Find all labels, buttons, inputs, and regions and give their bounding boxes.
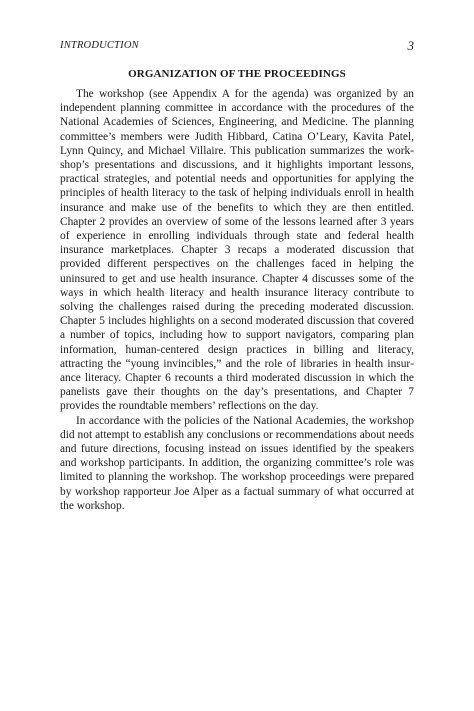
page-number: 3: [407, 38, 414, 53]
running-title: INTRODUCTION: [60, 40, 139, 51]
running-head: [60, 40, 414, 56]
paragraph-1: The workshop (see Appendix A for the agenda) was organized by an independent planning committee in accordance with the procedures of the National Academies of Sciences, Engineering, and Medicine. The planning committee’s members were Judith Hibbard, Catina O’Leary, Kavita Patel, Lynn Quincy, and Michael Villaire. This publication summarizes the workshop’s presentations and discussions, and it highlights important lessons, practical strategies, and potential needs and opportunities for applying the principles of health literacy to the task of helping individuals enroll in health insurance and make use of the benefits to which they are then entitled. Chapter 2 provides an overview of some of the lessons learned after 3 years of experience in enrolling individuals through state and federal health insurance marketplaces. Chapter 3 recaps a moderated discussion that provided different perspectives on the challenges faced in helping the uninsured to get and use health insurance. Chapter 4 discusses some of the ways in which health literacy and health insurance literacy contribute to solving the challenges raised during the preceding moderated discussion. Chapter 5 includes highlights on a second moderated discussion that covered a number of topics, including how to support navigators, comparing plan information, human-centered design practices in billing and literacy, attracting the “young invincibles,” and the role of libraries in health insurance literacy. Chapter 6 recounts a third moderated discussion in which the panelists gave their thoughts on the day’s presentations, and Chapter 7 provides the roundtable members’ reflections on the day.: [60, 88, 414, 413]
paragraph-2: In accordance with the policies of the National Academies, the workshop did not attempt to establish any conclusions or recommendations about needs and future directions, focusing instead on issues identified by the speakers and workshop participants. In addition, the organizing committee’s role was limited to planning the workshop. The workshop proceedings were prepared by workshop rapporteur Joe Alper as a factual summary of what occurred at the workshop.: [60, 414, 414, 512]
body-text: [60, 87, 414, 513]
section-heading: ORGANIZATION OF THE PROCEEDINGS: [128, 68, 346, 80]
